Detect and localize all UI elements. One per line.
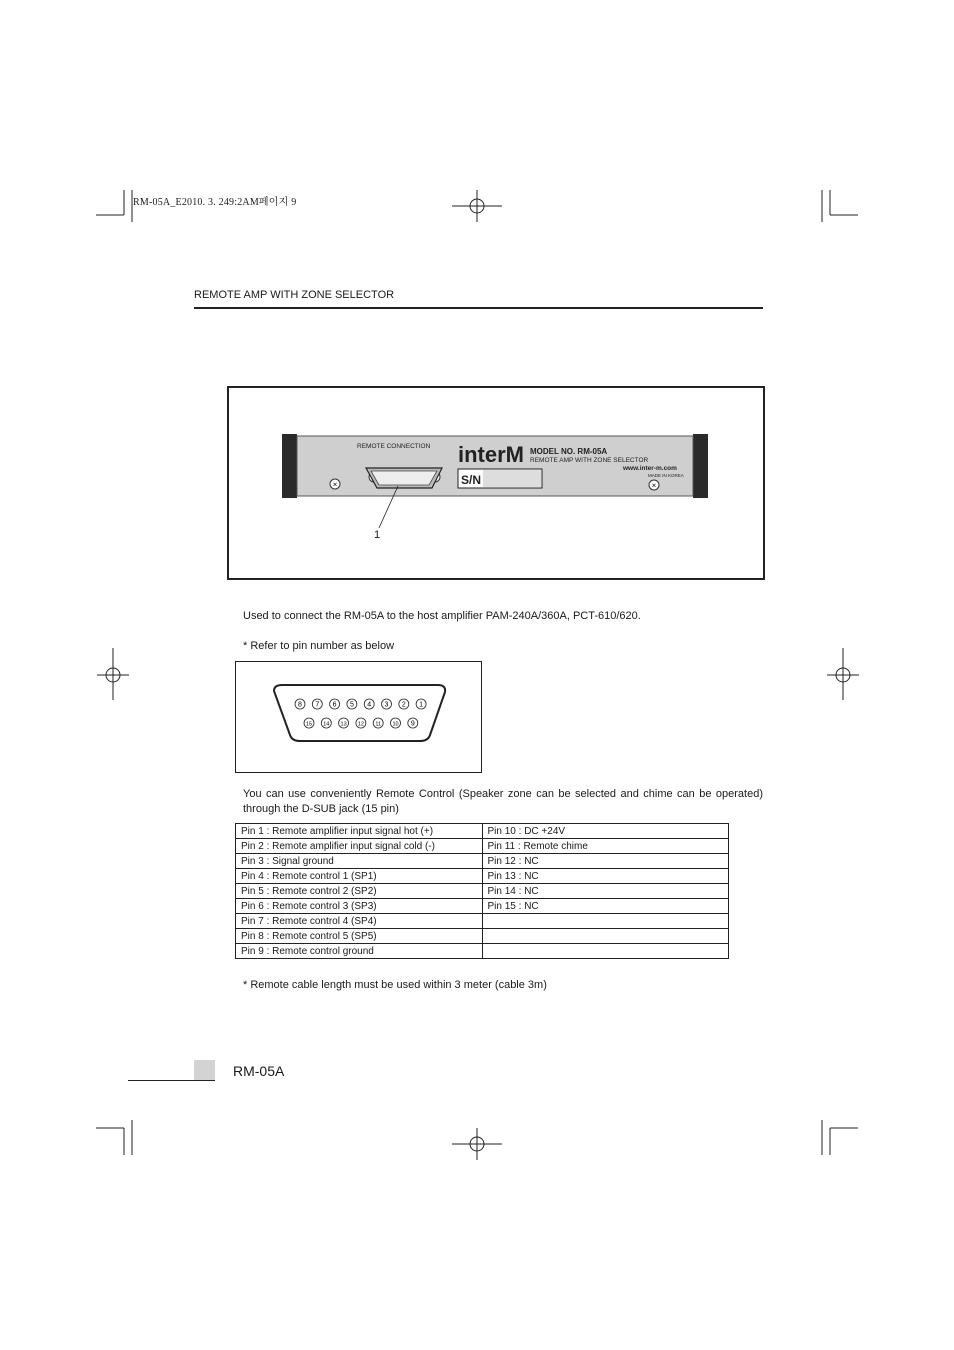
website-label: www.inter-m.com (623, 465, 677, 472)
table-row (236, 929, 729, 944)
table-cell: Pin 5 : Remote control 2 (SP2) (236, 884, 483, 899)
serial-number-label: S/N (461, 473, 482, 487)
footer-model-name: RM-05A (233, 1063, 285, 1079)
table-cell (482, 914, 729, 929)
brand-logo: interM (458, 442, 524, 467)
model-number-label: MODEL NO. RM-05A (530, 447, 608, 456)
table-cell (482, 944, 729, 959)
pin-number: 4 (367, 701, 372, 709)
registration-target-top (452, 190, 502, 222)
pin-number: 15 (305, 721, 313, 728)
table-cell: Pin 12 : NC (482, 854, 729, 869)
print-slug: RM-05A_E2010. 3. 249:2AM페이지 9 (133, 197, 297, 208)
rear-panel-illustration (282, 432, 710, 544)
pin-reference-note: * Refer to pin number as below (243, 640, 395, 652)
table-cell: Pin 7 : Remote control 4 (SP4) (236, 914, 483, 929)
table-cell: Pin 4 : Remote control 1 (SP1) (236, 869, 483, 884)
dsub-pin-diagram (268, 683, 452, 747)
table-cell (482, 929, 729, 944)
pin-number: 10 (392, 721, 399, 728)
pin-number: 14 (323, 721, 330, 728)
table-row (236, 899, 729, 914)
made-in-label: MADE IN KOREA (648, 473, 684, 478)
callout-label-1: 1 (374, 529, 381, 541)
footer-tab (194, 1060, 215, 1080)
table-cell: Pin 8 : Remote control 5 (SP5) (236, 929, 483, 944)
table-cell: Pin 6 : Remote control 3 (SP3) (236, 899, 483, 914)
pin-number: 9 (410, 720, 415, 728)
pin-number: 5 (349, 701, 354, 709)
table-row (236, 869, 729, 884)
connector-description: Used to connect the RM-05A to the host amplifier PAM-240A/360A, PCT-610/620. (243, 610, 641, 622)
registration-target-left (97, 648, 129, 700)
table-row (236, 944, 729, 959)
table-cell: Pin 15 : NC (482, 899, 729, 914)
svg-text:✕: ✕ (651, 482, 657, 490)
table-cell: Pin 14 : NC (482, 884, 729, 899)
table-cell: Pin 3 : Signal ground (236, 854, 483, 869)
table-cell: Pin 2 : Remote amplifier input signal cold (-) (236, 839, 483, 854)
cable-length-note: * Remote cable length must be used within 3 meter (cable 3m) (243, 979, 547, 991)
table-row (236, 839, 729, 854)
pin-number: 1 (419, 701, 424, 709)
pin-number: 12 (357, 721, 364, 728)
pin-number: 2 (401, 701, 406, 709)
pin-number: 13 (340, 721, 347, 728)
header-rule (194, 307, 763, 309)
remote-control-paragraph: You can use conveniently Remote Control (Speaker zone can be selected and chime can be operated) through the D-SUB jack (15 pin) (243, 788, 763, 815)
footer-rule (128, 1080, 215, 1081)
remote-connection-label: REMOTE CONNECTION (357, 443, 431, 450)
table-row (236, 914, 729, 929)
pin-number: 6 (332, 701, 337, 709)
table-cell: Pin 13 : NC (482, 869, 729, 884)
table-row (236, 884, 729, 899)
pin-number: 3 (384, 701, 389, 709)
registration-target-bottom (452, 1128, 502, 1160)
model-description-label: REMOTE AMP WITH ZONE SELECTOR (530, 457, 649, 464)
table-cell: Pin 10 : DC +24V (482, 824, 729, 839)
table-cell: Pin 1 : Remote amplifier input signal hot (+) (236, 824, 483, 839)
table-row (236, 824, 729, 839)
page-header-title: REMOTE AMP WITH ZONE SELECTOR (194, 289, 395, 301)
pin-assignment-table (235, 823, 729, 959)
table-cell: Pin 9 : Remote control ground (236, 944, 483, 959)
pin-number: 8 (298, 701, 302, 709)
table-cell: Pin 11 : Remote chime (482, 839, 729, 854)
pin-number: 11 (375, 721, 382, 728)
table-row (236, 854, 729, 869)
pin-number: 7 (315, 701, 320, 709)
registration-target-right (827, 648, 859, 700)
svg-text:✕: ✕ (332, 481, 338, 489)
